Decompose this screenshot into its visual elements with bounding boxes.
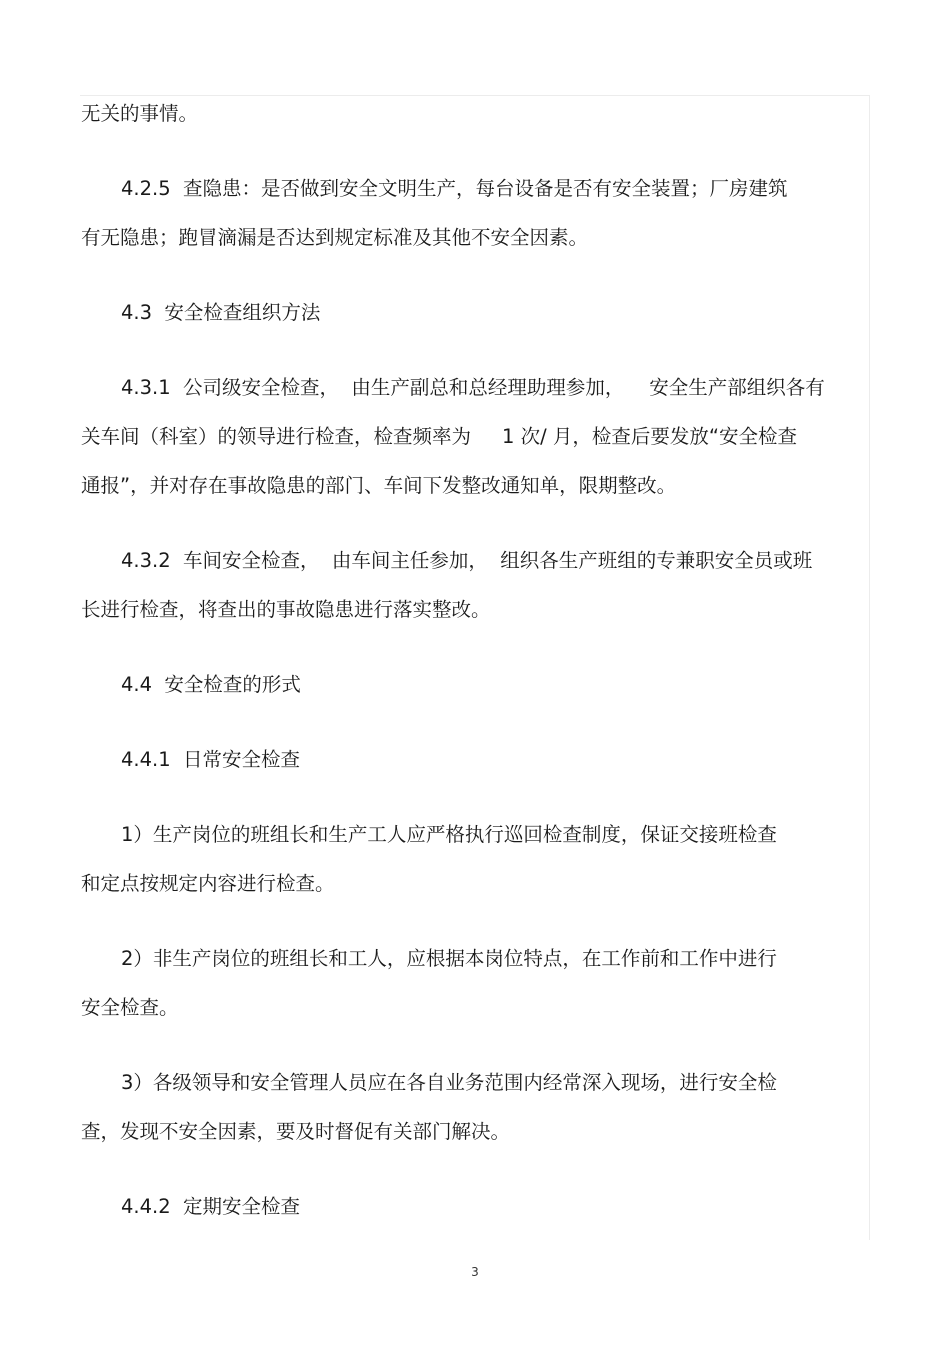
text-line: 无关的事情。	[81, 102, 199, 125]
list-item-2	[81, 946, 861, 1020]
text-line: 4.2.5 查隐患：是否做到安全文明生产，每台设备是否有安全装置；厂房建筑	[121, 177, 788, 200]
page-frame-right-border	[869, 95, 870, 1240]
text-line: 4.3.2 车间安全检查， 由车间主任参加， 组织各生产班组的专兼职安全员或班	[121, 549, 813, 572]
heading-4-4-1	[81, 747, 861, 772]
text-line: 安全检查。	[81, 996, 179, 1019]
heading-4-4	[81, 672, 861, 697]
text-line: 关车间（科室）的领导进行检查，检查频率为 1 次/ 月，检查后要发放“安全检查	[81, 425, 797, 448]
document-body	[81, 101, 861, 1219]
text-line: 有无隐患；跑冒滴漏是否达到规定标准及其他不安全因素。	[81, 226, 589, 249]
text-line: 通报”，并对存在事故隐患的部门、车间下发整改通知单，限期整改。	[81, 474, 677, 497]
page-frame-top-border	[80, 95, 870, 96]
text-line: 3）各级领导和安全管理人员应在各自业务范围内经常深入现场，进行安全检	[121, 1071, 777, 1094]
text-line: 1）生产岗位的班组长和生产工人应严格执行巡回检查制度，保证交接班检查	[121, 823, 777, 846]
paragraph-4-3-1	[81, 375, 861, 498]
list-item-1	[81, 822, 861, 896]
page-number: 3	[471, 1265, 479, 1279]
text-line: 4.3.1 公司级安全检查， 由生产副总和总经理助理参加， 安全生产部组织各有	[121, 376, 825, 399]
text-line: 长进行检查，将查出的事故隐患进行落实整改。	[81, 598, 491, 621]
list-item-3	[81, 1070, 861, 1144]
paragraph-4-3-2	[81, 548, 861, 622]
section-heading: 4.4 安全检查的形式	[121, 673, 301, 696]
text-line: 查，发现不安全因素，要及时督促有关部门解决。	[81, 1120, 511, 1143]
heading-4-3	[81, 300, 861, 325]
paragraph-continuation	[81, 101, 861, 126]
heading-4-4-2	[81, 1194, 861, 1219]
text-line: 和定点按规定内容进行检查。	[81, 872, 335, 895]
paragraph-4-2-5	[81, 176, 861, 250]
section-heading: 4.3 安全检查组织方法	[121, 301, 321, 324]
text-line: 2）非生产岗位的班组长和工人，应根据本岗位特点，在工作前和工作中进行	[121, 947, 777, 970]
section-heading: 4.4.2 定期安全检查	[121, 1195, 301, 1218]
section-heading: 4.4.1 日常安全检查	[121, 748, 301, 771]
